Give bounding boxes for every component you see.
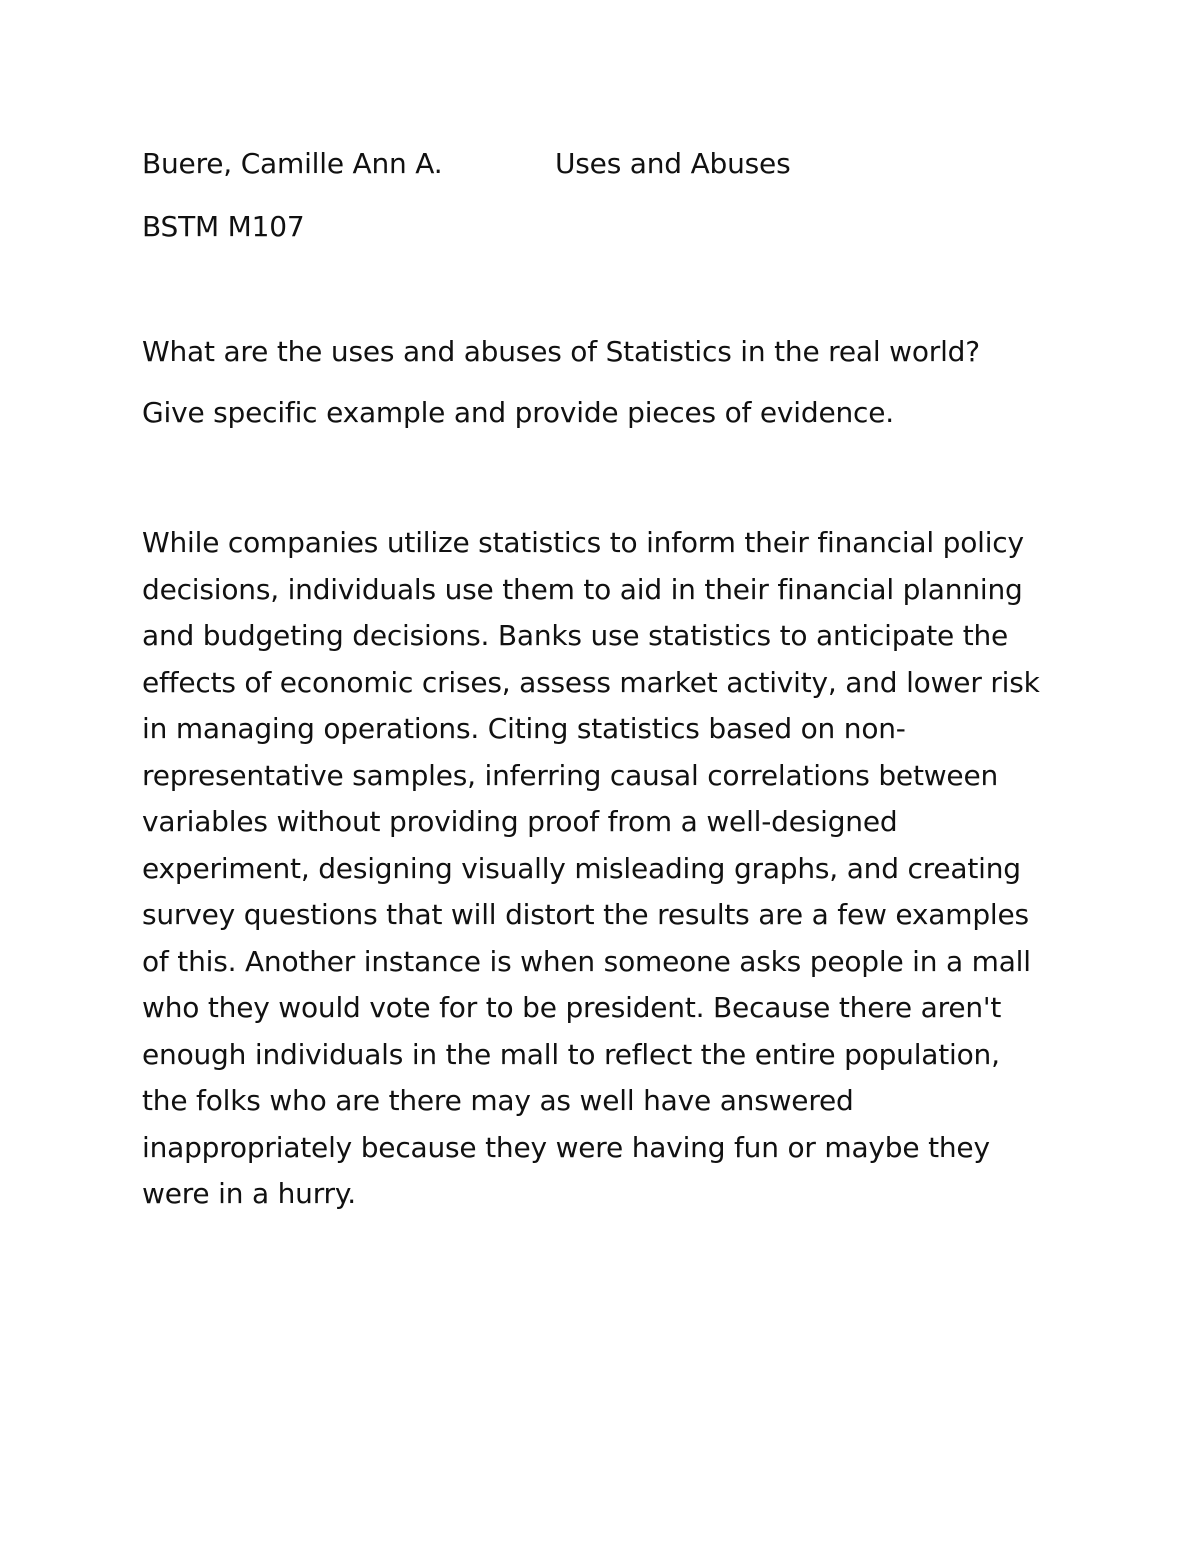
answer-line: the folks who are there may as well have answered (142, 1084, 854, 1117)
answer-line: survey questions that will distort the results are a few examples (142, 898, 1029, 931)
answer-line: enough individuals in the mall to reflect the entire population, (142, 1037, 1000, 1071)
answer-line: who they would vote for to be president. Because there aren't (142, 991, 1002, 1024)
document-title: Uses and Abuses (555, 147, 791, 180)
answer-line: variables without providing proof from a well-designed (142, 805, 898, 838)
author-name: Buere, Camille Ann A. (142, 147, 443, 180)
answer-line: experiment, designing visually misleading graphs, and creating (142, 851, 1021, 885)
answer-line: representative samples, inferring causal correlations between (142, 758, 999, 792)
question-line-2: Give specific example and provide pieces of evidence. (142, 396, 894, 429)
answer-line: inappropriately because they were having fun or maybe they (142, 1130, 990, 1164)
answer-line: While companies utilize statistics to inform their financial policy (142, 526, 1024, 559)
answer-line: in managing operations. Citing statistics based on non- (142, 712, 906, 745)
answer-line: decisions, individuals use them to aid in their financial planning (142, 572, 1023, 606)
course-code: BSTM M107 (142, 210, 305, 243)
answer-line: and budgeting decisions. Banks use statistics to anticipate the (142, 619, 1009, 652)
answer-line: were in a hurry. (142, 1177, 356, 1210)
answer-line: effects of economic crises, assess market activity, and lower risk (142, 665, 1040, 699)
answer-paragraph (142, 520, 1082, 1218)
answer-line: of this. Another instance is when someone asks people in a mall (142, 944, 1031, 978)
question-line-1: What are the uses and abuses of Statistics in the real world? (142, 335, 980, 368)
